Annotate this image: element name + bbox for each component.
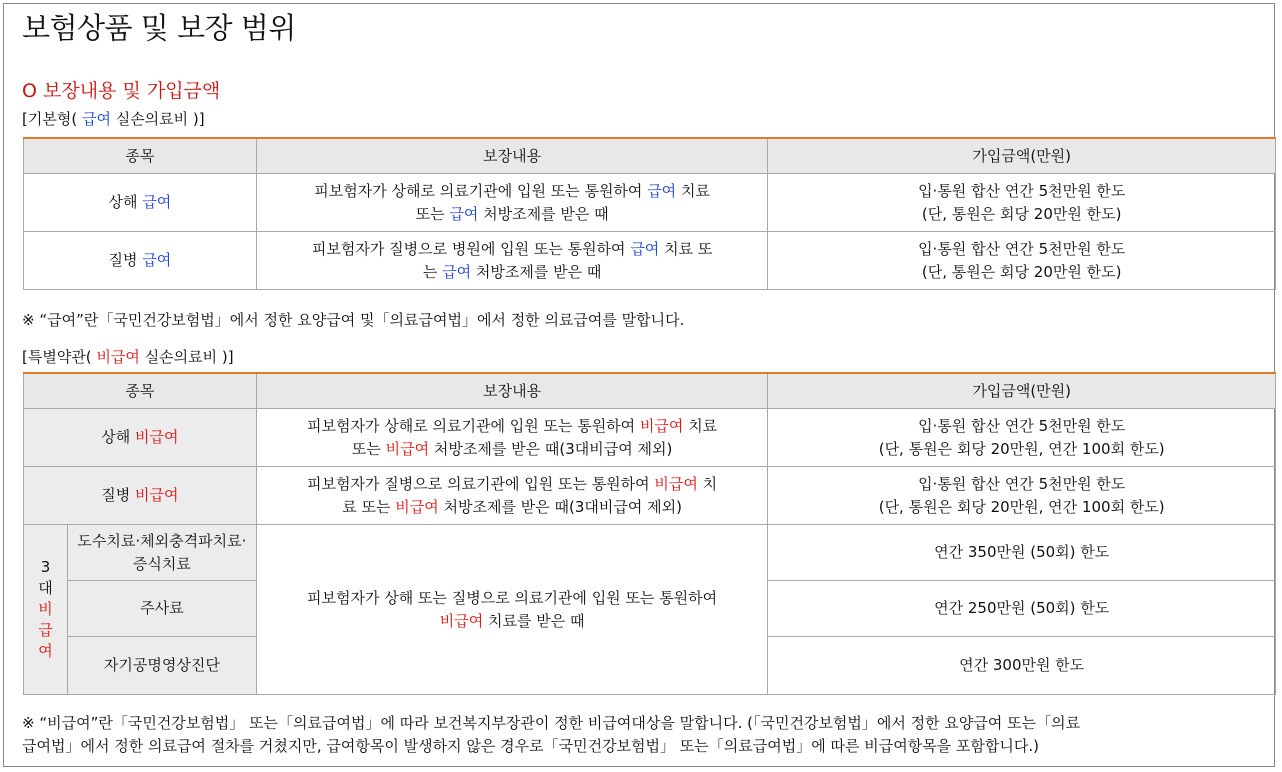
- table-row: [24, 232, 1276, 290]
- coverage-cell: 피보험자가 상해로 의료기관에 입원 또는 통원하여 급여 치료 또는 급여 처방조제를 받은 때: [256, 174, 768, 232]
- special-coverage-table: [23, 372, 1276, 695]
- caption-text: [특별약관(: [22, 348, 97, 366]
- table-row: [24, 467, 1276, 525]
- table-row: [24, 409, 1276, 467]
- basic-coverage-table: [23, 137, 1276, 290]
- header-coverage: 보장내용: [256, 373, 768, 409]
- table-row: [24, 174, 1276, 232]
- coverage-cell: 피보험자가 질병으로 병원에 입원 또는 통원하여 급여 치료 또 는 급여 처방조제를 받은 때: [256, 232, 768, 290]
- item-cell: 상해 급여: [24, 174, 257, 232]
- basic-table-caption: [22, 108, 205, 129]
- three-coverage-cell: 피보험자가 상해 또는 질병으로 의료기관에 입원 또는 통원하여 비급여 치료를 받은 때: [256, 525, 768, 695]
- three-item-cell: 도수치료‧체외충격파치료‧ 증식치료: [67, 525, 256, 581]
- caption-text: [기본형(: [22, 110, 82, 128]
- special-table-caption: [22, 346, 234, 367]
- page-title: 보험상품 및 보장 범위: [22, 11, 296, 45]
- header-amount: 가입금액(만원): [768, 373, 1276, 409]
- caption-text: 실손의료비 )]: [110, 110, 205, 128]
- amount-cell: 입‧통원 합산 연간 5천만원 한도 (단, 통원은 회당 20만원 한도): [768, 174, 1276, 232]
- three-item-cell: 자기공명영상진단: [67, 637, 256, 695]
- section-title: O 보장내용 및 가입금액: [22, 80, 221, 102]
- header-item: 종목: [24, 138, 257, 174]
- caption-text: 실손의료비 )]: [139, 348, 234, 366]
- amount-cell: 입‧통원 합산 연간 5천만원 한도 (단, 통원은 회당 20만원 한도): [768, 232, 1276, 290]
- header-item: 종목: [24, 373, 257, 409]
- amount-cell: 연간 350만원 (50회) 한도: [768, 525, 1276, 581]
- coverage-cell: 피보험자가 질병으로 의료기관에 입원 또는 통원하여 비급여 치 료 또는 비급여 처방조제를 받은 때(3대비급여 제외): [256, 467, 768, 525]
- amount-cell: 연간 300만원 한도: [768, 637, 1276, 695]
- caption-keyword: 비급여: [96, 348, 140, 366]
- three-item-cell: 주사료: [67, 581, 256, 637]
- caption-keyword: 급여: [81, 110, 111, 128]
- item-cell: 질병 급여: [24, 232, 257, 290]
- table-row: [24, 525, 1276, 581]
- item-cell: 질병 비급여: [24, 467, 257, 525]
- item-cell: 상해 비급여: [24, 409, 257, 467]
- amount-cell: 입‧통원 합산 연간 5천만원 한도 (단, 통원은 회당 20만원, 연간 100회 한도): [768, 467, 1276, 525]
- three-noncovered-label: 3 대 비 급 여: [24, 525, 68, 695]
- amount-cell: 입‧통원 합산 연간 5천만원 한도 (단, 통원은 회당 20만원, 연간 100회 한도): [768, 409, 1276, 467]
- basic-note: ※ “급여”란「국민건강보험법」에서 정한 요양급여 및「의료급여법」에서 정한 의료급여를 말합니다.: [22, 311, 685, 329]
- amount-cell: 연간 250만원 (50회) 한도: [768, 581, 1276, 637]
- coverage-cell: 피보험자가 상해로 의료기관에 입원 또는 통원하여 비급여 치료 또는 비급여 처방조제를 받은 때(3대비급여 제외): [256, 409, 768, 467]
- header-amount: 가입금액(만원): [768, 138, 1276, 174]
- header-coverage: 보장내용: [256, 138, 768, 174]
- special-note: ※ “비급여”란「국민건강보험법」 또는「의료급여법」에 따라 보건복지부장관이 정한 비급여대상을 말합니다. (「국민건강보험법」에서 정한 요양급여 또는「의료 급여법」에서 정한 의료급여 절차를 거쳤지만, 급여항목이 발생하지 않은 경우로「국민건강보험법」 또는「의료급여법」에 따른 비급여항목을 포함합니다.): [22, 714, 1081, 755]
